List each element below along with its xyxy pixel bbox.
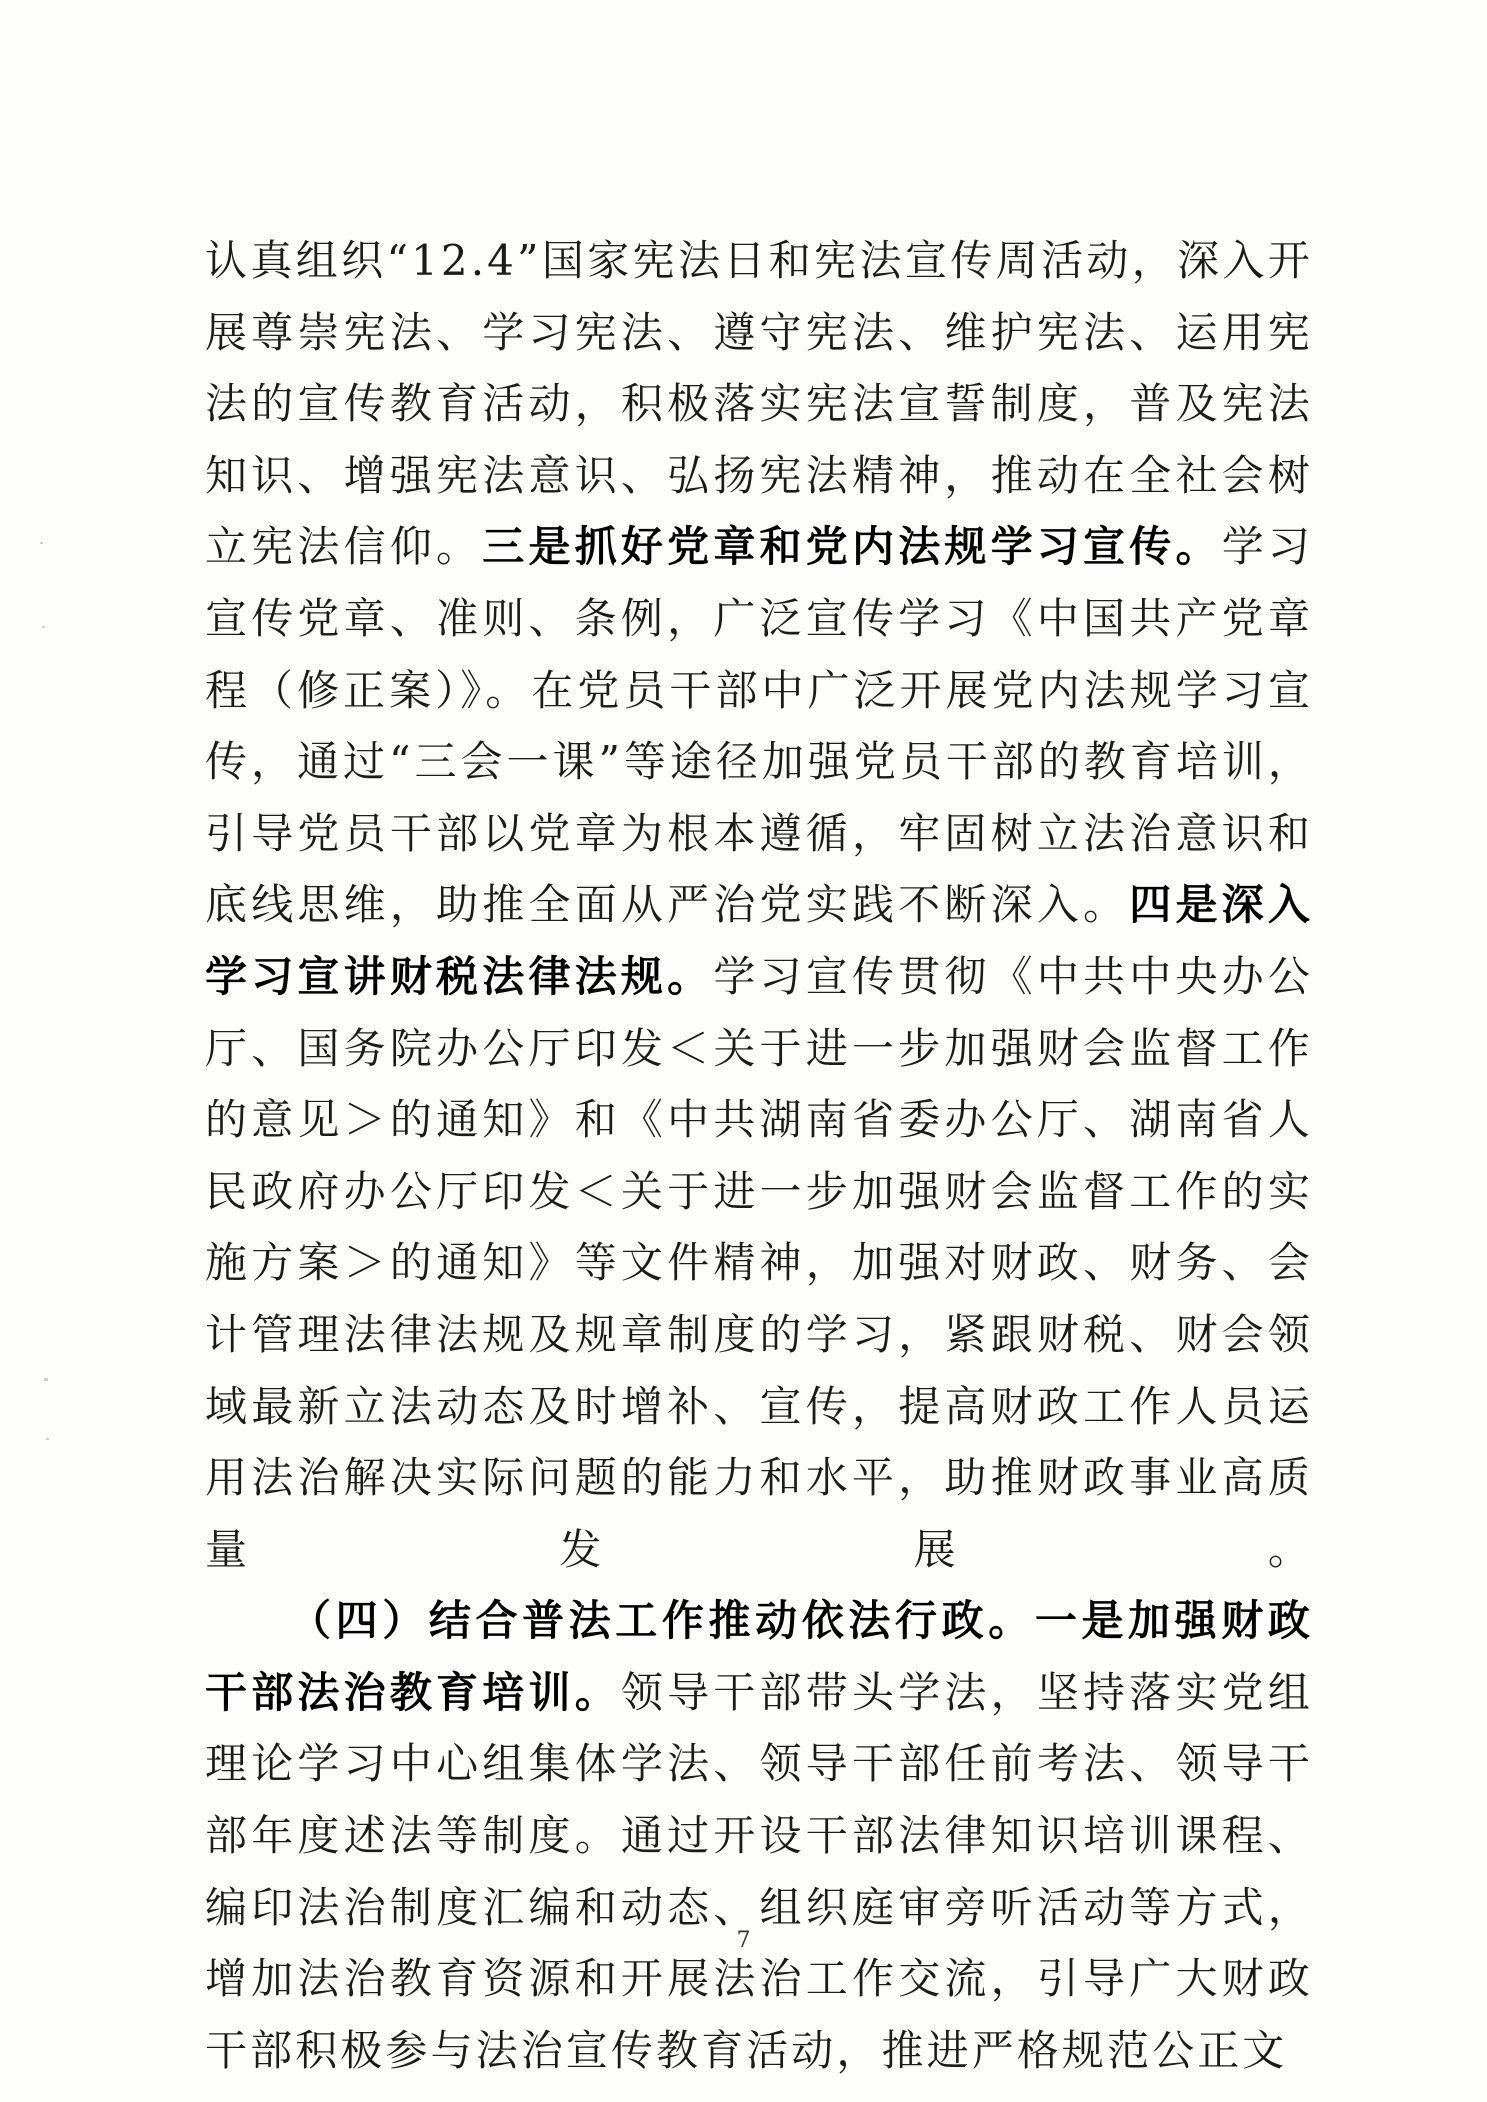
bold-run-in-heading: 三是抓好党章和党内法规学习宣传。 [482,522,1222,572]
body-text-run: 领导干部带头学法，坚持落实党组理论学习中心组集体学法、领导干部任前考法、领导干部年度述法等制度。通过开设干部法律知识培训课程、编印法治制度汇编和动态、组织庭审旁听活动等方式，增加法治教育资源和开展法治工作交流，引导广大财政干部积极参与法治宣传教育活动，推进严格规范公正文 [205,1667,1313,2075]
paragraph-constitution-publicity [205,225,1313,1585]
scan-speck [40,542,43,544]
paragraph-law-based-administration [205,1585,1313,2086]
body-text-run: 学习宣传贯彻《中共中央办公厅、国务院办公厅印发＜关于进一步加强财会监督工作的意见＞的通知》和《中共湖南省委办公厅、湖南省人民政府办公厅印发＜关于进一步加强财会监督工作的实施方案＞的通知》等文件精神，加强对财政、财务、会计管理法律法规及规章制度的学习，紧跟财税、财会领域最新立法动态及时增补、宣传，提高财政工作人员运用法治解决实际问题的能力和水平，助推财政事业高质量发展。 [205,951,1313,1574]
bold-run-in-heading: 四是深入学习宣讲财税法律法规。 [205,880,1313,1001]
body-text-run: 学习宣传党章、准则、条例，广泛宣传学习《中国共产党章程（修正案）》。在党员干部中广泛开展党内法规学习宣传，通过“三会一课”等途径加强党员干部的教育培训，引导党员干部以党章为根本遵循，牢固树立法治意识和底线思维，助推全面从严治党实践不断深入。 [205,522,1313,930]
bold-run-in-heading: （四）结合普法工作推动依法行政。一是加强财政干部法治教育培训。 [205,1596,1313,1717]
body-text-run: 认真组织“12.4”国家宪法日和宪法宣传周活动，深入开展尊崇宪法、学习宪法、遵守宪法、维护宪法、运用宪法的宣传教育活动，积极落实宪法宣誓制度，普及宪法知识、增强宪法意识、弘扬宪法精神，推动在全社会树立宪法信仰。 [205,236,1313,572]
scan-speck [46,1438,49,1440]
body-text [205,225,1313,2086]
scan-speck [42,626,45,628]
scan-speck [44,1378,48,1381]
page-number: 7 [736,1928,751,1953]
